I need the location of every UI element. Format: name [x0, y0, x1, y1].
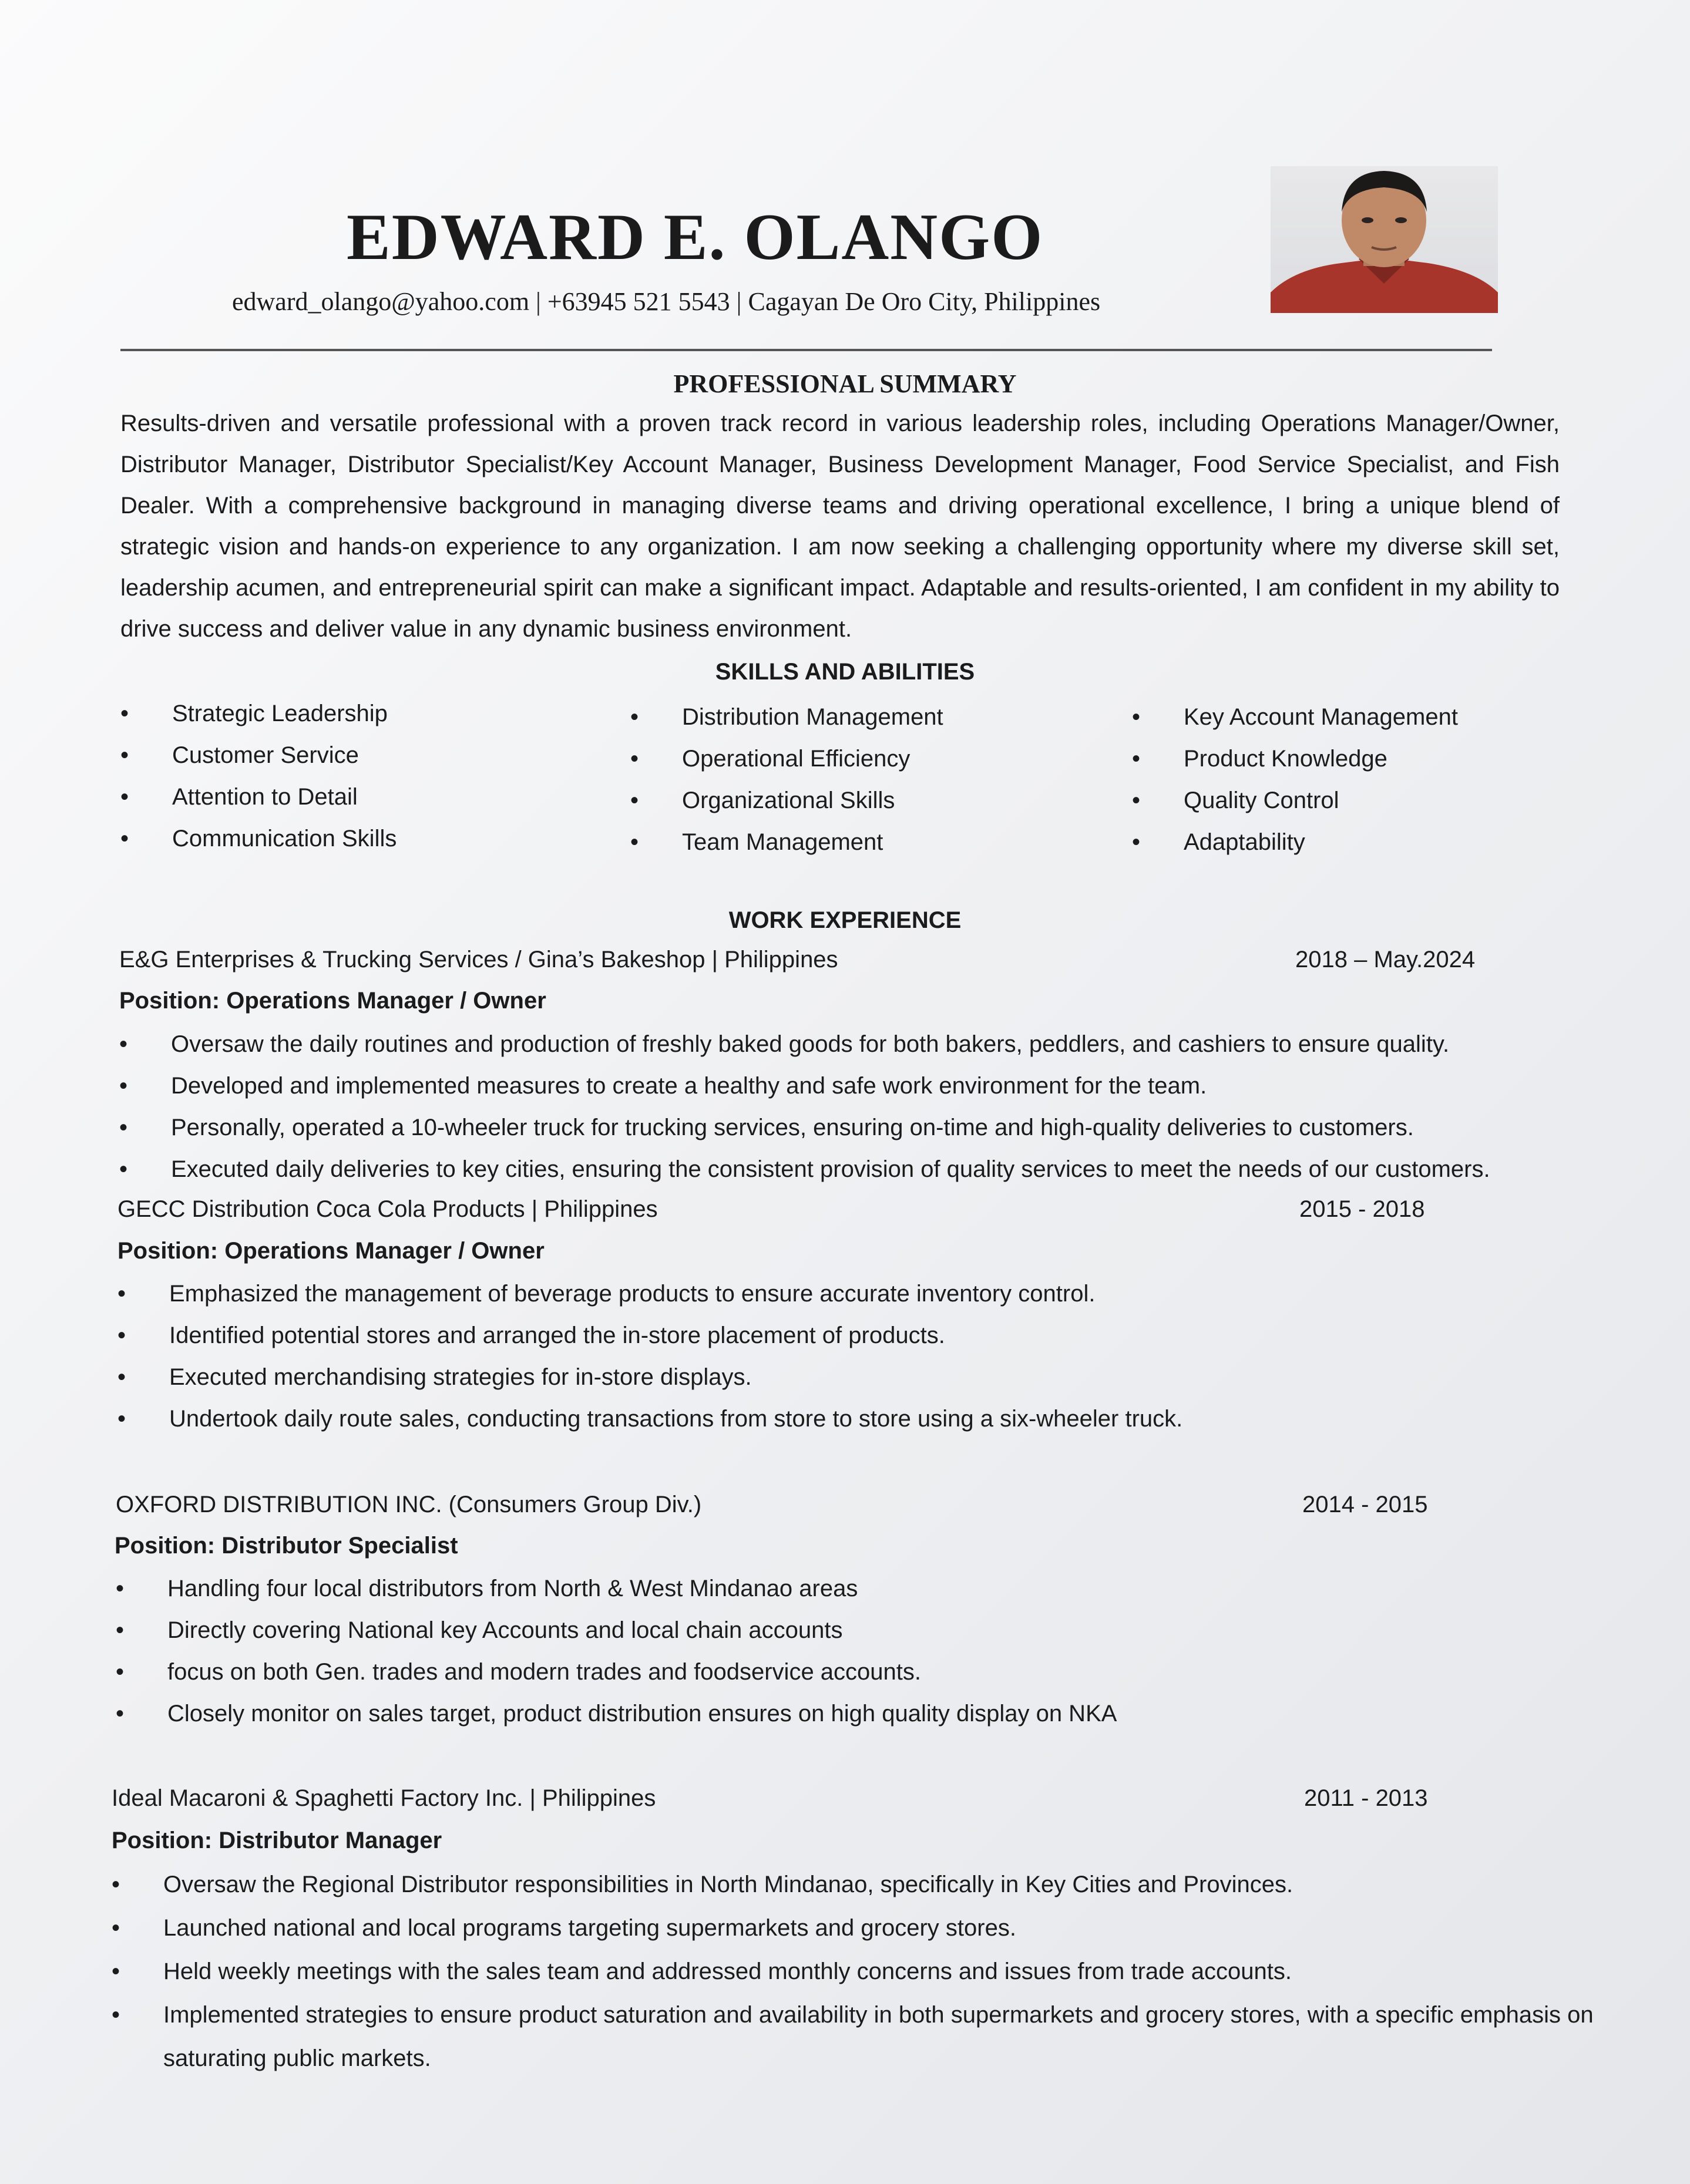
skill-item: • Customer Service — [120, 735, 579, 776]
job-position: Position: Operations Manager / Owner — [119, 988, 546, 1014]
skill-item: • Adaptability — [1132, 822, 1590, 863]
job-bullets — [116, 1568, 1117, 1735]
skill-item: • Communication Skills — [120, 818, 579, 860]
summary-heading: PROFESSIONAL SUMMARY — [673, 369, 1017, 398]
job-bullets — [119, 1024, 1490, 1190]
list-item: • Oversaw the Regional Distributor responsibilities in North Mindanao, specifically in Key Cities and Provinces. — [112, 1863, 1620, 1906]
list-item: • Held weekly meetings with the sales team and addressed monthly concerns and issues from trade accounts. — [112, 1950, 1620, 1993]
skill-item: • Strategic Leadership — [120, 693, 579, 735]
job-bullets — [112, 1863, 1620, 2080]
list-item: • focus on both Gen. trades and modern trades and foodservice accounts. — [116, 1651, 1117, 1693]
skill-item: • Distribution Management — [630, 696, 1088, 738]
skill-item: • Key Account Management — [1132, 696, 1590, 738]
list-item: • Closely monitor on sales target, product distribution ensures on high quality display on NKA — [116, 1693, 1117, 1735]
list-item: • Personally, operated a 10-wheeler truck for trucking services, ensuring on-time and high-quality deliveries to customers. — [119, 1107, 1490, 1149]
job-company: OXFORD DISTRIBUTION INC. (Consumers Group Div.) — [116, 1492, 702, 1517]
list-item: • Executed merchandising strategies for in-store displays. — [117, 1357, 1182, 1398]
list-item: • Executed daily deliveries to key cities, ensuring the consistent provision of quality services to meet the needs of our customers. — [119, 1149, 1490, 1190]
contact-line: edward_olango@yahoo.com | +63945 521 5543 | Cagayan De Oro City, Philippines — [232, 287, 1101, 316]
skill-item: • Quality Control — [1132, 780, 1590, 822]
list-item: • Oversaw the daily routines and production of freshly baked goods for both bakers, peddlers, and cashiers to ensure quality. — [119, 1024, 1490, 1065]
list-item: • Launched national and local programs targeting supermarkets and grocery stores. — [112, 1906, 1620, 1950]
skill-item: • Attention to Detail — [120, 776, 579, 818]
skill-item: • Operational Efficiency — [630, 738, 1088, 780]
list-item: • Implemented strategies to ensure product saturation and availability in both supermarkets and grocery stores, with a specific emphasis on saturating public markets. — [112, 1993, 1620, 2080]
list-item: • Identified potential stores and arranged the in-store placement of products. — [117, 1315, 1182, 1357]
job-company: Ideal Macaroni & Spaghetti Factory Inc. | Philippines — [112, 1785, 656, 1811]
summary-text: Results-driven and versatile professional with a proven track record in various leadership roles, including Operations Manager/Owner, Distributor Manager, Distributor Specialist/Key Account Manager, Business Development Manager, Food Service Specialist, and Fish Dealer. With a comprehensive background in managing diverse teams and driving operational excellence, I bring a unique blend of strategic vision and hands-on experience to any organization. I am now seeking a challenging opportunity where my diverse skill set, leadership acumen, and entrepreneurial spirit can make a significant impact. Adaptable and results-oriented, I am confident in my ability to drive success and deliver value in any dynamic business environment. — [120, 410, 1560, 642]
job-dates: 2014 - 2015 — [1302, 1492, 1428, 1517]
list-item: • Emphasized the management of beverage products to ensure accurate inventory control. — [117, 1273, 1182, 1315]
job-position: Position: Distributor Manager — [112, 1828, 442, 1853]
list-item: • Developed and implemented measures to create a healthy and safe work environment for the team. — [119, 1065, 1490, 1107]
job-dates: 2018 – May.2024 — [1295, 947, 1476, 972]
job-company: E&G Enterprises & Trucking Services / Gina’s Bakeshop | Philippines — [119, 947, 838, 972]
candidate-name: EDWARD E. OLANGO — [347, 201, 1044, 274]
experience-heading: WORK EXPERIENCE — [728, 907, 962, 933]
job-dates: 2011 - 2013 — [1304, 1785, 1428, 1811]
skills-heading: SKILLS AND ABILITIES — [715, 659, 975, 685]
profile-photo — [1271, 166, 1498, 313]
job-dates: 2015 - 2018 — [1299, 1196, 1425, 1222]
skills-column-3 — [1132, 696, 1590, 863]
job-bullets — [117, 1273, 1182, 1440]
skill-item: • Team Management — [630, 822, 1088, 863]
header-divider — [120, 349, 1492, 351]
list-item: • Directly covering National key Accounts and local chain accounts — [116, 1610, 1117, 1651]
job-position: Position: Distributor Specialist — [115, 1533, 458, 1559]
skill-item: • Organizational Skills — [630, 780, 1088, 822]
list-item: • Undertook daily route sales, conducting transactions from store to store using a six-wheeler truck. — [117, 1398, 1182, 1440]
skill-item: • Product Knowledge — [1132, 738, 1590, 780]
skills-column-2 — [630, 696, 1088, 863]
skills-column-1 — [120, 693, 579, 860]
job-company: GECC Distribution Coca Cola Products | Philippines — [117, 1196, 658, 1222]
job-position: Position: Operations Manager / Owner — [117, 1238, 545, 1264]
list-item: • Handling four local distributors from North & West Mindanao areas — [116, 1568, 1117, 1610]
